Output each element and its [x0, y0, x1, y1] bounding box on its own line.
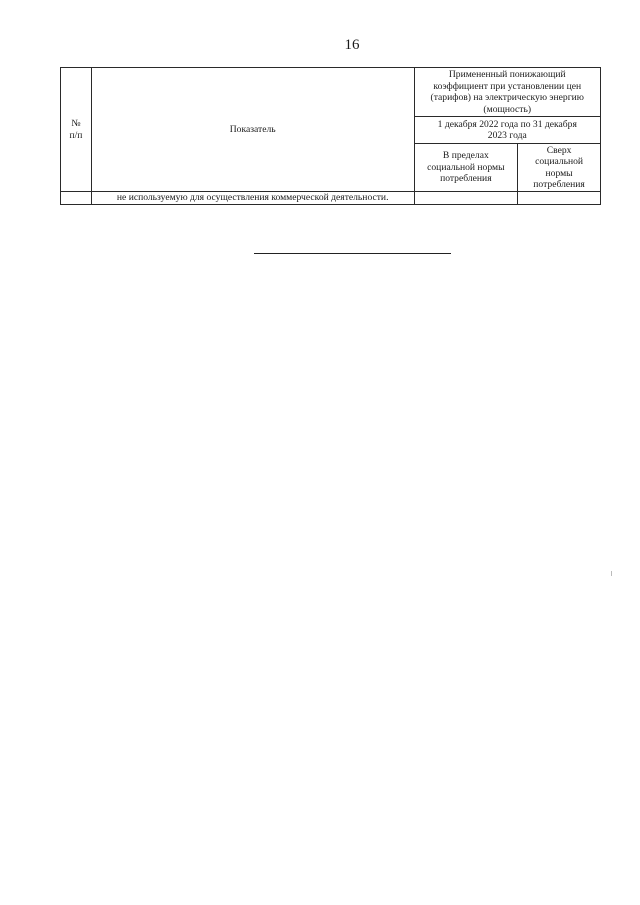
row-indicator-cell: не используемую для осуществления коммерческой деятельности.: [91, 192, 414, 205]
table-row: [61, 192, 601, 205]
header-row-number: [61, 68, 92, 192]
header-coefficient-label: Примененный понижающий коэффициент при установлении цен (тарифов) на электрическую энергию (мощность): [430, 69, 584, 115]
row-within-cell: [414, 192, 518, 205]
row-above-cell: [518, 192, 601, 205]
header-period-label: 1 декабря 2022 года по 31 декабря 2023 года: [437, 118, 577, 141]
tariff-coefficient-table: [60, 67, 601, 205]
header-coefficient: [414, 68, 600, 117]
header-period: [414, 117, 600, 144]
scan-edge-mark: [611, 571, 612, 576]
header-indicator: [91, 68, 414, 192]
header-indicator-label: Показатель: [229, 123, 276, 135]
closing-divider-line: [254, 253, 451, 254]
table-header-row: [61, 68, 601, 117]
row-number-cell: [61, 192, 92, 205]
header-above-norm-label: Сверх социальной нормы потребления: [533, 144, 585, 190]
page-number: 16: [344, 37, 360, 53]
header-within-norm-label: В пределах социальной нормы потребления: [427, 150, 505, 185]
header-above-norm: [518, 144, 601, 192]
header-within-norm: [414, 144, 518, 192]
header-row-number-label: № п/п: [69, 118, 83, 141]
